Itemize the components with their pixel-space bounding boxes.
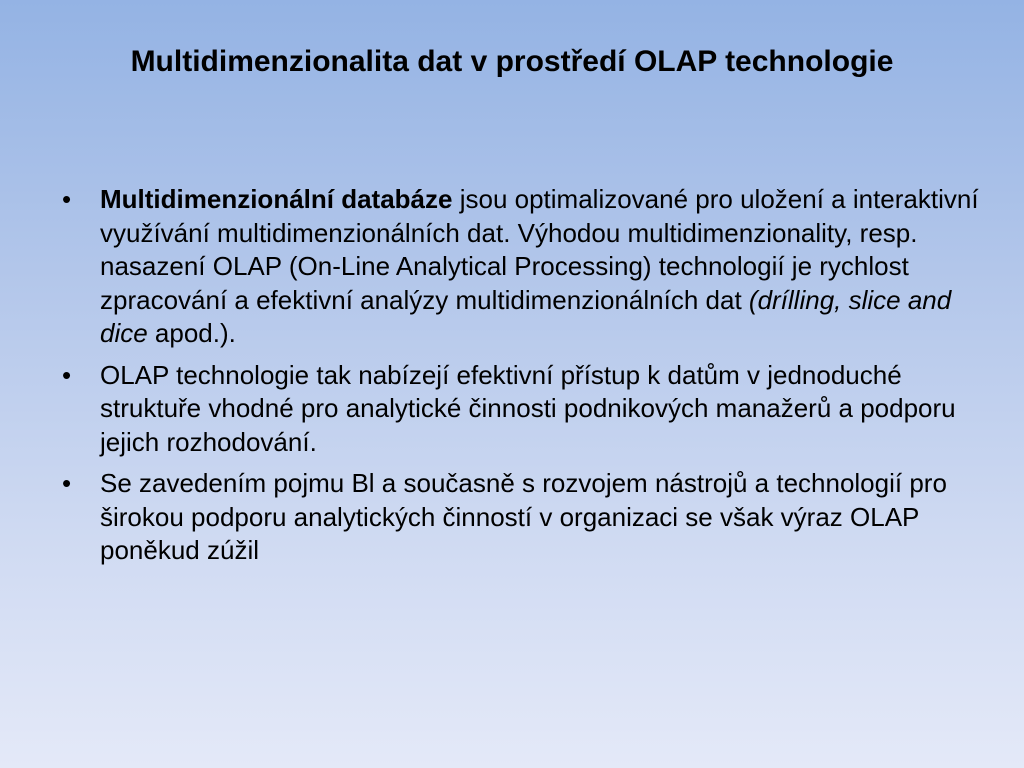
bullet-2-text: OLAP technologie tak nabízejí efektivní přístup k datům v jednoduché struktuře vhodné pro analytické činnosti podnikových manažerů a podporu jejich rozhodování. — [100, 359, 956, 457]
bullet-1-text-end: apod.). — [147, 318, 236, 348]
bullet-marker: • — [62, 359, 72, 390]
bullet-1-text: jsou optimalizované pro uložení a interaktivní využívání multidimenzionálních dat. Výhodou multidimenzionality, resp. nasazení OLAP (On-Line Analytical Processing) technologií je rychlost zpracování a efektivní analýzy multidimenzionálních dat — [100, 184, 979, 315]
slide-title: Multidimenzionalita dat v prostředí OLAP technologie — [130, 45, 894, 78]
bullet-marker: • — [62, 468, 72, 498]
bullet-item-2 — [62, 359, 982, 460]
bullet-item-3 — [62, 467, 982, 568]
bullet-1-bold-lead: Multidimenzionální databáze — [100, 184, 453, 214]
bullet-1-italic: (drílling, slice and dice — [100, 284, 952, 348]
bullet-marker: • — [62, 184, 72, 214]
bullet-item-1 — [62, 183, 982, 351]
bullet-list — [62, 183, 982, 576]
bullet-3-text: Se zavedením pojmu Bl a současně s rozvojem nástrojů a technologií pro širokou podporu analytických činností v organizaci se však výraz OLAP poněkud zúžil — [100, 468, 947, 565]
